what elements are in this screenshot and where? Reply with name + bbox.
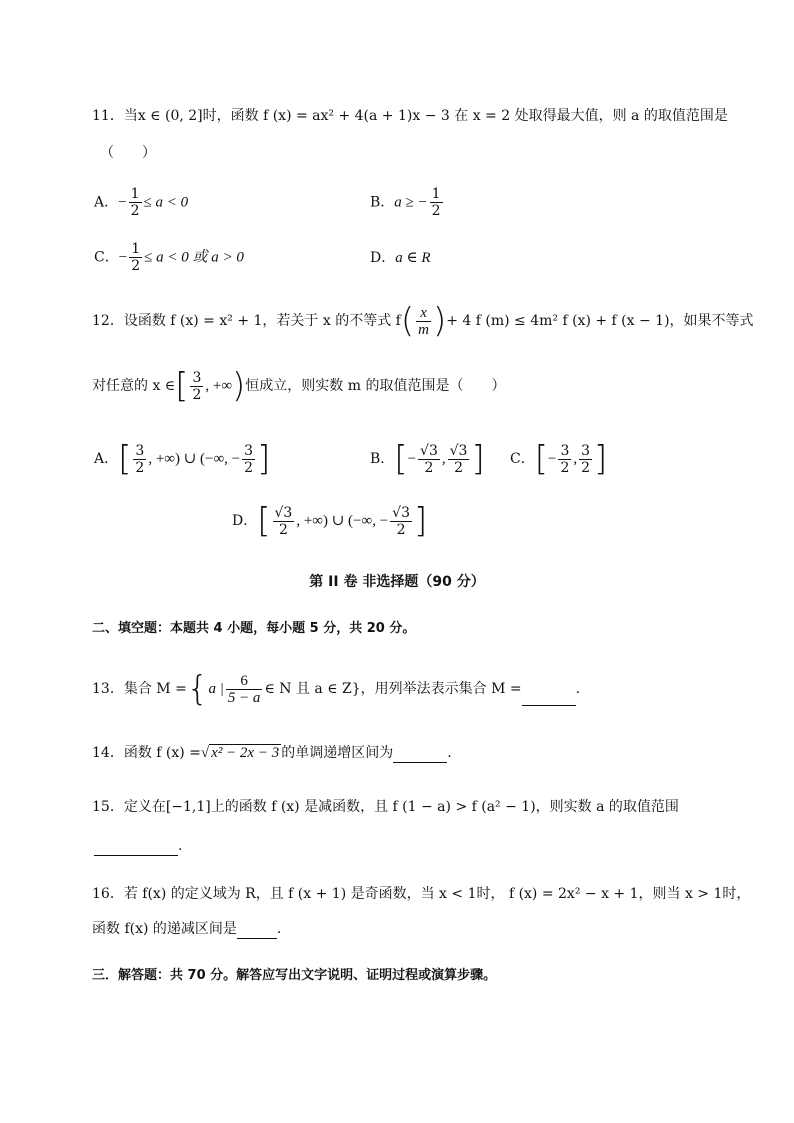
- answer-blank[interactable]: [237, 938, 277, 939]
- q15-answer-line: .: [94, 836, 182, 856]
- q15-stem: 15．定义在[−1,1]上的函数 f (x) 是减函数，且 f (1 − a) > f (a² − 1)，则实数 a 的取值范围: [92, 799, 679, 815]
- fraction: $\frac{x}{m}$: [418, 304, 429, 338]
- q11-option-d: D．a ∈ R: [370, 250, 431, 266]
- answer-blank[interactable]: [522, 705, 576, 706]
- q12-option-b: B．[− $\frac{√3}{2}$ , $\frac{√3}{2}$ ]: [370, 439, 485, 479]
- q12-condition: 对任意的 x ∈[ $\frac{3}{2}$ , +∞)恒成立，则实数 m 的取值范围是（ ）: [92, 366, 506, 406]
- q12-option-a: A．[ $\frac{3}{2}$ , +∞) ∪ (−∞, − $\frac{3}{2}$ ]: [94, 439, 271, 479]
- fraction: $\frac{1}{2}$: [131, 241, 141, 274]
- q11-stem: 11．当x ∈ (0, 2]时，函数 f (x) = ax² + 4(a + 1)x − 3 在 x = 2 处取得最大值，则 a 的取值范围是: [92, 108, 728, 124]
- fill-in-heading: 二、填空题：本题共 4 小题，每小题 5 分，共 20 分。: [92, 621, 416, 636]
- q16-line2: 函数 f(x) 的递减区间是 .: [92, 921, 282, 937]
- fraction: $\frac{1}{2}$: [431, 186, 441, 219]
- q11-option-a: A．− $\frac{1}{2}$ ≤ a < 0: [94, 186, 189, 219]
- fraction: $\frac{3}{2}$: [560, 442, 570, 476]
- q16-stem: 16．若 f(x) 的定义域为 R，且 f (x + 1) 是奇函数，当 x < 1时， f (x) = 2x² − x + 1，则当 x > 1时，: [92, 886, 751, 902]
- fraction: $\frac{√3}{2}$: [449, 442, 468, 476]
- fraction: $\frac{3}{2}$: [244, 442, 254, 476]
- q11-paren: （ ）: [100, 145, 156, 161]
- answer-blank[interactable]: [393, 762, 447, 763]
- fraction: $\frac{6}{5 - a}$: [227, 672, 261, 706]
- q14-stem: 14．函数 f (x) =√ x² − 2x − 3 的单调递增区间为 .: [92, 745, 452, 761]
- fraction: $\frac{√3}{2}$: [392, 504, 410, 538]
- q12-stem: 12．设函数 f (x) = x² + 1，若关于 x 的不等式 f( $\frac{x}{m}$ )+ 4 f (m) ≤ 4m² f (x) + f (x − 1)，如果不等式: [92, 301, 754, 341]
- q11-option-c: C．− $\frac{1}{2}$ ≤ a < 0 或 a > 0: [94, 241, 244, 274]
- fraction: $\frac{√3}{2}$: [274, 504, 293, 538]
- fraction: $\frac{3}{2}$: [135, 442, 145, 476]
- q11-option-b: B．a ≥ − $\frac{1}{2}$: [370, 186, 441, 219]
- section-title: 第 II 卷 非选择题（90 分）: [309, 574, 485, 590]
- answer-blank[interactable]: [94, 855, 178, 856]
- fraction: $\frac{√3}{2}$: [420, 442, 438, 476]
- q12-option-d: D．[ $\frac{√3}{2}$ , +∞) ∪ (−∞, − $\frac{√3}{2}$ ]: [232, 501, 428, 541]
- q12-option-c: C．[− $\frac{3}{2}$ , $\frac{3}{2}$ ]: [510, 439, 608, 479]
- q13-stem: 13．集合 M ={a | $\frac{6}{5 - a}$ ∈ N 且 a ∈ Z}，用列举法表示集合 M = .: [92, 669, 581, 709]
- fraction: $\frac{3}{2}$: [192, 369, 202, 403]
- solution-heading: 三．解答题：共 70 分。解答应写出文字说明、证明过程或演算步骤。: [92, 968, 497, 983]
- fraction: $\frac{3}{2}$: [581, 442, 591, 476]
- fraction: $\frac{1}{2}$: [130, 186, 140, 219]
